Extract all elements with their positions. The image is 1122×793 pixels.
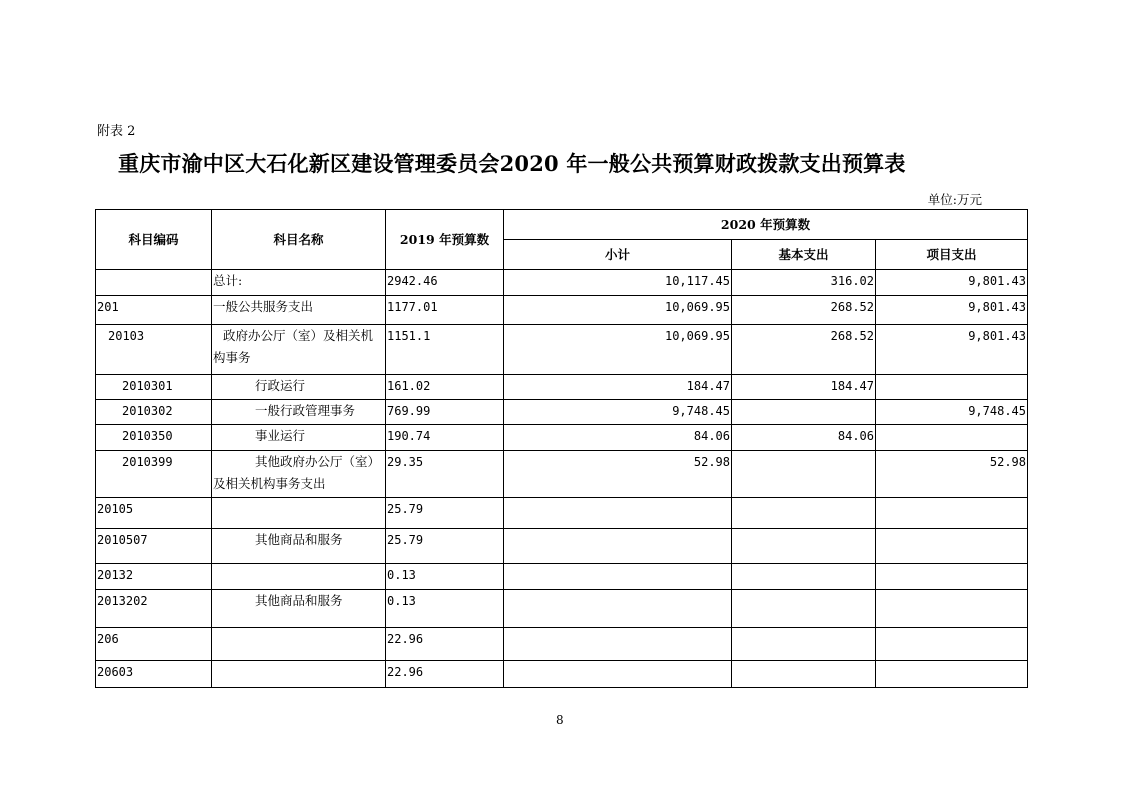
cell-code: 2010350: [96, 425, 212, 451]
cell-name: 一般公共服务支出: [212, 296, 386, 325]
cell-basic: [732, 628, 876, 661]
budget-table: [95, 209, 1028, 688]
cell-project: [876, 564, 1028, 590]
cell-subtotal: 10,069.95: [504, 296, 732, 325]
cell-name: 总计:: [212, 270, 386, 296]
header-basic: 基本支出: [732, 240, 876, 270]
table-row: [96, 628, 1028, 661]
cell-code: 20132: [96, 564, 212, 590]
header-budget-2020: 2020 年预算数: [504, 210, 1028, 240]
cell-name: 其他商品和服务: [212, 529, 386, 564]
table-row: [96, 270, 1028, 296]
cell-project: [876, 425, 1028, 451]
cell-budget-2019: 0.13: [386, 564, 504, 590]
cell-basic: [732, 661, 876, 688]
table-row: [96, 325, 1028, 375]
cell-name: 其他商品和服务: [212, 590, 386, 628]
cell-basic: [732, 498, 876, 529]
cell-code: 20603: [96, 661, 212, 688]
cell-code: 2010301: [96, 375, 212, 400]
cell-basic: [732, 590, 876, 628]
header-subtotal: 小计: [504, 240, 732, 270]
table-row: [96, 296, 1028, 325]
cell-subtotal: 10,069.95: [504, 325, 732, 375]
table-row: [96, 564, 1028, 590]
cell-project: 52.98: [876, 451, 1028, 498]
cell-budget-2019: 1151.1: [386, 325, 504, 375]
cell-code: 2010399: [96, 451, 212, 498]
cell-budget-2019: 190.74: [386, 425, 504, 451]
cell-budget-2019: 769.99: [386, 400, 504, 425]
cell-name: 政府办公厅（室）及相关机构事务: [212, 325, 386, 375]
cell-budget-2019: 29.35: [386, 451, 504, 498]
cell-project: 9,748.45: [876, 400, 1028, 425]
cell-project: 9,801.43: [876, 296, 1028, 325]
table-row: [96, 400, 1028, 425]
table-row: [96, 425, 1028, 451]
cell-basic: 268.52: [732, 325, 876, 375]
header-code: 科目编码: [96, 210, 212, 270]
cell-code: 201: [96, 296, 212, 325]
cell-code: 2013202: [96, 590, 212, 628]
table-row: [96, 451, 1028, 498]
cell-subtotal: [504, 661, 732, 688]
cell-project: 9,801.43: [876, 270, 1028, 296]
cell-project: [876, 661, 1028, 688]
table-row: [96, 661, 1028, 688]
cell-project: [876, 628, 1028, 661]
cell-budget-2019: 22.96: [386, 628, 504, 661]
cell-subtotal: 9,748.45: [504, 400, 732, 425]
cell-subtotal: [504, 628, 732, 661]
cell-basic: 268.52: [732, 296, 876, 325]
cell-budget-2019: 22.96: [386, 661, 504, 688]
table-row: [96, 529, 1028, 564]
cell-basic: 84.06: [732, 425, 876, 451]
cell-code: 206: [96, 628, 212, 661]
cell-project: [876, 529, 1028, 564]
cell-basic: [732, 529, 876, 564]
cell-budget-2019: 1177.01: [386, 296, 504, 325]
cell-name: [212, 564, 386, 590]
cell-code: [96, 270, 212, 296]
cell-budget-2019: 2942.46: [386, 270, 504, 296]
cell-subtotal: 10,117.45: [504, 270, 732, 296]
cell-code: 2010302: [96, 400, 212, 425]
cell-subtotal: [504, 564, 732, 590]
cell-budget-2019: 25.79: [386, 529, 504, 564]
table-row: [96, 375, 1028, 400]
cell-name: 一般行政管理事务: [212, 400, 386, 425]
cell-subtotal: 52.98: [504, 451, 732, 498]
cell-subtotal: [504, 498, 732, 529]
cell-code: 20105: [96, 498, 212, 529]
cell-basic: [732, 451, 876, 498]
cell-basic: 184.47: [732, 375, 876, 400]
cell-code: 20103: [96, 325, 212, 375]
table-row: [96, 590, 1028, 628]
cell-basic: [732, 564, 876, 590]
cell-budget-2019: 25.79: [386, 498, 504, 529]
cell-name: 事业运行: [212, 425, 386, 451]
cell-code: 2010507: [96, 529, 212, 564]
cell-project: [876, 375, 1028, 400]
cell-subtotal: 84.06: [504, 425, 732, 451]
page-number: 8: [556, 713, 564, 727]
cell-budget-2019: 0.13: [386, 590, 504, 628]
table-row: [96, 498, 1028, 529]
cell-name: [212, 498, 386, 529]
cell-budget-2019: 161.02: [386, 375, 504, 400]
cell-project: [876, 590, 1028, 628]
page-title: 重庆市渝中区大石化新区建设管理委员会2020 年一般公共预算财政拨款支出预算表: [118, 151, 906, 176]
cell-subtotal: [504, 590, 732, 628]
header-name: 科目名称: [212, 210, 386, 270]
cell-project: 9,801.43: [876, 325, 1028, 375]
cell-basic: [732, 400, 876, 425]
cell-subtotal: [504, 529, 732, 564]
cell-name: 行政运行: [212, 375, 386, 400]
header-budget-2019: 2019 年预算数: [386, 210, 504, 270]
cell-basic: 316.02: [732, 270, 876, 296]
appendix-label: 附表 2: [97, 124, 136, 139]
unit-label: 单位:万元: [927, 192, 982, 207]
cell-subtotal: 184.47: [504, 375, 732, 400]
cell-name: [212, 628, 386, 661]
cell-name: [212, 661, 386, 688]
cell-name: 其他政府办公厅（室）及相关机构事务支出: [212, 451, 386, 498]
header-project: 项目支出: [876, 240, 1028, 270]
cell-project: [876, 498, 1028, 529]
